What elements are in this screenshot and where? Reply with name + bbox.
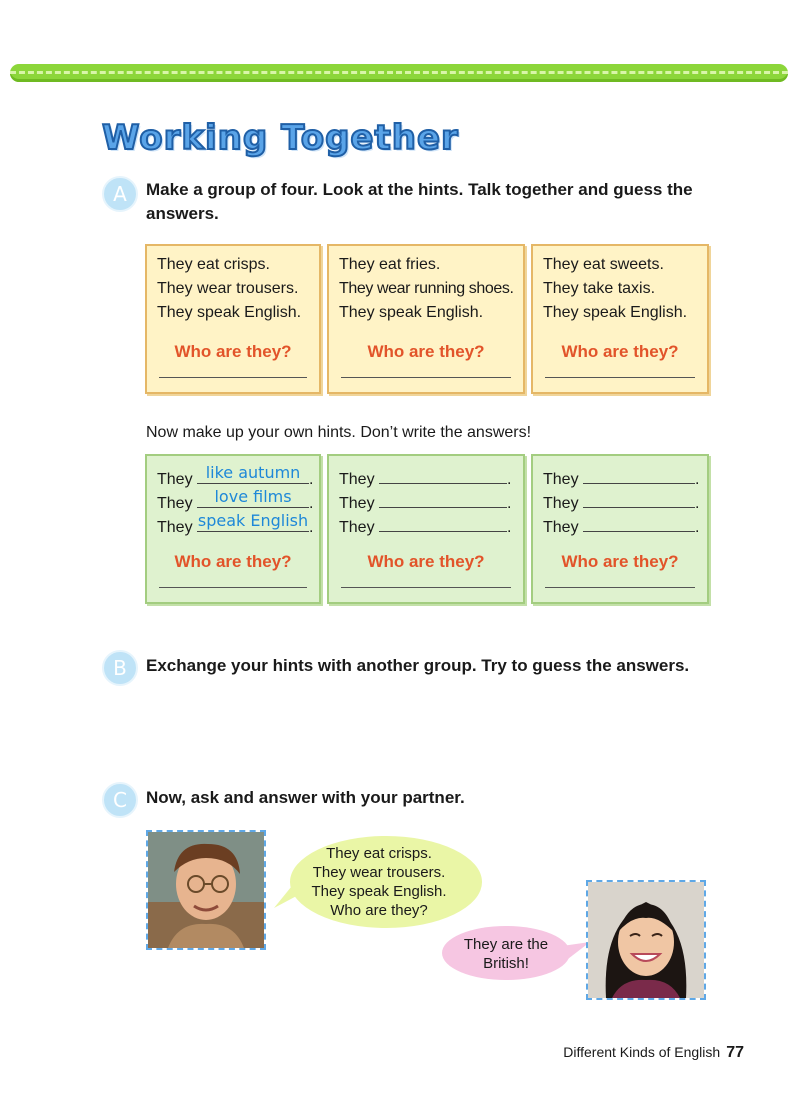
bubble-line: They are the	[463, 936, 549, 953]
answer-line[interactable]	[545, 587, 695, 588]
question-label: Who are they?	[561, 342, 679, 361]
question-label: Who are they?	[174, 552, 292, 571]
hint-blank[interactable]	[197, 463, 309, 484]
answer-line[interactable]	[545, 377, 695, 378]
question-label: Who are they?	[367, 342, 485, 361]
boy-photo	[146, 830, 266, 950]
own-hint-card-2: They . They . They . Who are they?	[327, 454, 525, 604]
bubble-line: Who are they?	[330, 902, 428, 919]
page-number: 77	[726, 1044, 744, 1061]
hint-card-1	[145, 244, 321, 394]
question-label: Who are they?	[561, 552, 679, 571]
hint-line: They speak English.	[157, 304, 302, 321]
hint-line: They speak English.	[543, 304, 688, 321]
hint-line: They take taxis.	[543, 280, 656, 297]
girl-photo	[586, 880, 706, 1000]
page-footer	[563, 1044, 744, 1062]
handwritten-answer: love films	[214, 487, 292, 506]
header-stripe	[10, 64, 788, 82]
hint-line: They eat sweets.	[543, 256, 664, 273]
hint-word: They	[339, 495, 375, 512]
answer-line[interactable]	[159, 377, 307, 378]
boy-bubble-text	[274, 844, 484, 920]
answer-line[interactable]	[341, 587, 511, 588]
hint-card-3	[531, 244, 709, 394]
own-hint-card-1: They like autumn . They love films . They speak English . Who are they?	[145, 454, 321, 604]
hint-word: They	[543, 471, 579, 488]
own-hints-instruction: Now make up your own hints. Don’t write the answers!	[146, 424, 532, 441]
hint-blank[interactable]	[379, 490, 507, 508]
hint-word: They	[543, 519, 579, 536]
hint-word: They	[157, 471, 193, 488]
page-title: Working Together	[102, 118, 459, 158]
hint-blank[interactable]	[583, 514, 695, 532]
step-c-marker: C	[102, 782, 138, 818]
hint-line: They eat crisps.	[157, 256, 270, 273]
bubble-line: They speak English.	[311, 883, 447, 900]
hint-card-2	[327, 244, 525, 394]
handwritten-answer: speak English	[197, 511, 309, 530]
question-label: Who are they?	[367, 552, 485, 571]
hint-blank[interactable]	[197, 511, 309, 532]
hint-blank[interactable]	[379, 514, 507, 532]
instruction-b: Exchange your hints with another group. Try to guess the answers.	[146, 656, 690, 675]
instruction-a: Make a group of four. Look at the hints. Talk together and guess the answers.	[146, 180, 693, 223]
step-b-marker: B	[102, 650, 138, 686]
hint-word: They	[157, 495, 193, 512]
hint-blank[interactable]	[197, 487, 309, 508]
footer-chapter-title: Different Kinds of English	[563, 1044, 721, 1060]
hint-blank[interactable]	[583, 466, 695, 484]
hint-word: They	[339, 471, 375, 488]
hint-blank[interactable]	[583, 490, 695, 508]
hint-line: They wear trousers.	[157, 280, 299, 297]
hint-line: They speak English.	[339, 304, 484, 321]
answer-line[interactable]	[341, 377, 511, 378]
instruction-c: Now, ask and answer with your partner.	[146, 788, 465, 807]
bubble-line: British!	[483, 955, 529, 972]
hint-line: They wear running shoes.	[339, 280, 514, 297]
answer-line[interactable]	[159, 587, 307, 588]
handwritten-answer: like autumn	[205, 463, 301, 482]
step-a-marker: A	[102, 176, 138, 212]
girl-bubble-text	[440, 935, 572, 973]
question-label: Who are they?	[174, 342, 292, 361]
hint-word: They	[543, 495, 579, 512]
girl-speech-bubble	[440, 924, 590, 982]
hint-blank[interactable]	[379, 466, 507, 484]
hint-line: They eat fries.	[339, 256, 441, 273]
bubble-line: They wear trousers.	[312, 864, 446, 881]
bubble-line: They eat crisps.	[326, 845, 432, 862]
hint-word: They	[157, 519, 193, 536]
boy-speech-bubble	[274, 834, 484, 930]
own-hint-card-3: They . They . They . Who are they?	[531, 454, 709, 604]
hint-word: They	[339, 519, 375, 536]
